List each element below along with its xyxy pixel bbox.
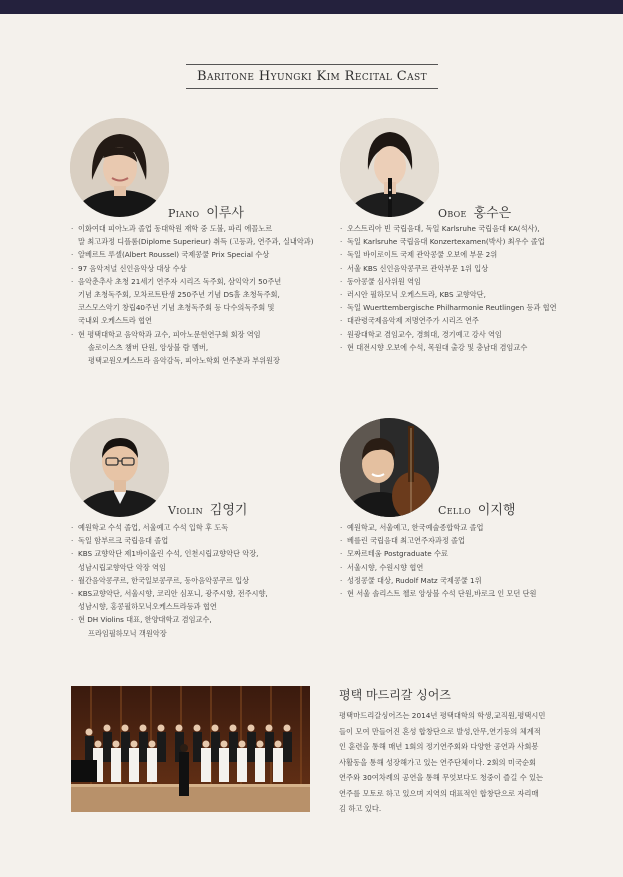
choir-line: 평택마드리갈싱어즈는 2014년 평택대학의 학생,교직원,평택시민	[339, 711, 546, 720]
cello-name: 이지행	[477, 503, 516, 518]
list-item: · 성정콩쿨 대상, Rudolf Matz 국제콩쿨 1위	[340, 574, 536, 587]
list-item: · 현 DH Violins 대표, 한양대학교 겸임교수,	[71, 613, 268, 626]
list-item: · 이화여대 피아노과 졸업 동대학원 재학 중 도불, 파리 에꼴노르	[71, 222, 314, 235]
violin-name: 김영기	[209, 503, 248, 518]
list-item: · 독일 바이로이트 국제 관악콩쿨 오보에 부문 2위	[340, 248, 557, 261]
piano-bio	[71, 222, 314, 367]
oboe-name-line	[438, 202, 511, 221]
list-item: · 97 음악저널 신인음악상 대상 수상	[71, 262, 314, 275]
list-item: · 서울시향, 수원시향 협연	[340, 561, 536, 574]
list-item: · 베를린 국립음대 최고연주자과정 졸업	[340, 534, 536, 547]
list-item: · KBS 교향악단 제1바이올린 수석, 인천시립교향악단 악장,	[71, 547, 268, 560]
piano-name-line	[168, 202, 244, 221]
violin-name-line	[168, 499, 247, 518]
list-item: · 대관령국제음악제 저명연주가 시리즈 연주	[340, 314, 557, 327]
choir-description	[339, 708, 571, 817]
choir-title: 평택 마드리갈 싱어즈	[339, 688, 451, 702]
choir-line: 연주를 모토로 하고 있으며 지역의 대표적인 합창단으로 자리매	[339, 788, 539, 798]
list-item: 국내외 오케스트라 협연	[78, 316, 153, 326]
cello-portrait	[340, 418, 439, 517]
page-title-block	[186, 64, 438, 89]
list-item: · 월간음악콩쿠르, 한국일보콩쿠르, 동아음악콩쿠르 입상	[71, 574, 268, 587]
list-item: · 오스트리아 빈 국립음대, 독일 Karlsruhe 국립음대 KA(석사),	[340, 222, 557, 235]
piano-name: 이루사	[206, 206, 244, 221]
piano-portrait	[70, 118, 169, 217]
cello-role: Cello	[438, 504, 471, 517]
list-item: 코스모스악기 창립40주년 기념 초청독주회 등 다수의독주회 및	[78, 303, 275, 313]
list-item: 성남시립교향악단 악장 역임	[78, 562, 166, 572]
oboe-role: Oboe	[438, 207, 467, 220]
list-item: · 알베르트 루셀(Albert Roussel) 국제콩쿨 Prix Special 수상	[71, 248, 314, 261]
list-item: 성남시향, 홍콩필하모닉오케스트라등과 협연	[78, 602, 217, 612]
choir-line: 들이 모여 만들어진 혼성 합창단으로 발성,안무,연기등의 체계적	[339, 726, 541, 736]
list-item: · 예원학교, 서울예고, 한국예술종합학교 졸업	[340, 521, 536, 534]
list-item: · 러시안 필하모닉 오케스트라, KBS 교향악단,	[340, 288, 557, 301]
list-item: · 모짜르테움 Postgraduate 수료	[340, 547, 536, 560]
oboe-name: 홍수은	[473, 206, 512, 221]
choir-photo	[71, 686, 310, 812]
violin-portrait	[70, 418, 169, 517]
list-item: 솔로이스츠 챔버 단원, 앙상블 람 멤버,	[88, 342, 209, 352]
violin-bio	[71, 521, 268, 640]
list-item: 말 최고과정 디플롬(Diplome Superieur) 취득 (고등과, 연주과, 실내악과)	[78, 237, 314, 247]
list-item: · 동아콩쿨 심사위원 역임	[340, 275, 557, 288]
list-item: · 현 서울 솔리스트 첼로 앙상블 수석 단원,바로크 인 모던 단원	[340, 587, 536, 600]
list-item: · 독일 Wuerttembergische Philharmonie Reutlingen 등과 협연	[340, 301, 557, 314]
list-item: · 예원학교 수석 졸업, 서울예고 수석 입학 후 도독	[71, 521, 268, 534]
choir-line: 인 훈련을 통해 매년 1회의 정기연주회와 다양한 공연과 사회봉	[339, 742, 539, 751]
list-item: · KBS교향악단, 서울시향, 코리안 심포니, 광주시향, 전주시향,	[71, 587, 268, 600]
cello-bio	[340, 521, 536, 600]
page-title: Baritone Hyungki Kim Recital Cast	[196, 69, 428, 84]
list-item: · 독일 Karlsruhe 국립음대 Konzertexamen(박사) 최우수 졸업	[340, 235, 557, 248]
oboe-bio	[340, 222, 557, 354]
top-banner	[0, 0, 623, 14]
list-item: 프라임필하모닉 객원악장	[88, 628, 167, 638]
violin-role: Violin	[168, 504, 203, 517]
list-item: · 원광대학교 겸임교수, 경희대, 경기예고 강사 역임	[340, 328, 557, 341]
list-item: · 음악춘추사 초청 21세기 연주자 시리즈 독주회, 삼익악기 50주년	[71, 275, 314, 288]
choir-line: 연주와 30여차례의 공연을 통해 무엇보다도 청중이 즐길 수 있는	[339, 773, 544, 782]
list-item: · 현 대전시향 오보에 수석, 목원대 출강 및 충남대 겸임교수	[340, 341, 557, 354]
oboe-portrait	[340, 118, 439, 217]
cello-name-line	[438, 499, 515, 518]
list-item: · 독일 함부르크 국립음대 졸업	[71, 534, 268, 547]
piano-role: Piano	[168, 207, 200, 220]
choir-line: 김 하고 있다.	[339, 804, 382, 813]
list-item: · 서울 KBS 신인음악콩쿠르 관악부문 1위 입상	[340, 262, 557, 275]
list-item: 평택교원오케스트라 음악감독, 피아노학회 연주분과 부위원장	[88, 356, 280, 366]
choir-line: 사활동을 통해 성장해가고 있는 연주단체이다. 2회의 미국순회	[339, 757, 537, 767]
title-rule-bottom	[186, 88, 438, 89]
list-item: · 현 평택대학교 음악학과 교수, 피아노문헌연구회 회장 역임	[71, 328, 314, 341]
list-item: 기념 초청독주회, 모차르트탄생 250주년 기념 DS홀 초청독주회,	[78, 290, 280, 300]
